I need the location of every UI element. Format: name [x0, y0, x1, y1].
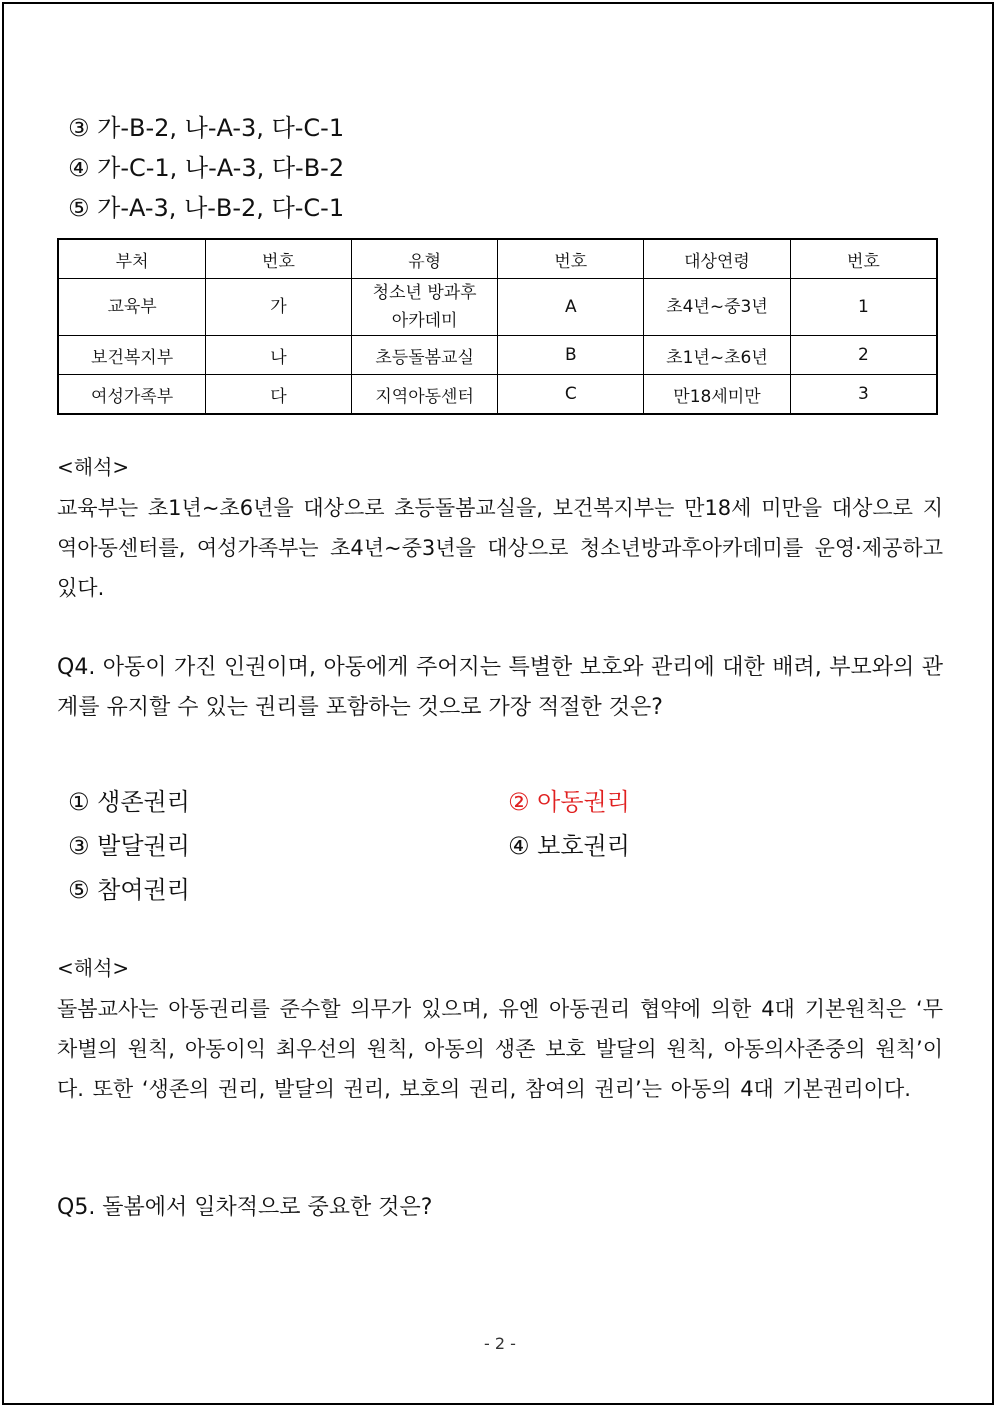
table-header-row — [58, 239, 937, 279]
cell-ministry: 여성가족부 — [58, 375, 206, 415]
choice-1[interactable]: ① 생존권리 — [68, 788, 190, 816]
cell-number: 1 — [790, 279, 937, 336]
cell-number: 가 — [206, 279, 352, 336]
header-number: 번호 — [498, 239, 644, 279]
cell-type-line2: 아카데미 — [391, 311, 458, 331]
cell-target-age: 초4년~중3년 — [644, 279, 791, 336]
table-row — [58, 336, 937, 375]
header-type: 유형 — [351, 239, 498, 279]
choice-3[interactable]: ③ 발달권리 — [68, 832, 190, 860]
cell-number: 2 — [790, 336, 937, 375]
cell-number: 다 — [206, 375, 352, 415]
cell-target-age: 만18세미만 — [644, 375, 791, 415]
cell-type — [351, 279, 498, 336]
question-q4: Q4. 아동이 가진 인권이며, 아동에게 주어지는 특별한 보호와 관리에 대한 배려, 부모와의 관계를 유지할 수 있는 권리를 포함하는 것으로 가장 적절한 것은? — [57, 655, 943, 720]
cell-type: 지역아동센터 — [351, 375, 498, 415]
explanation-label: <해석> — [57, 455, 130, 479]
prev-option-5: ⑤ 가-A-3, 나-B-2, 다-C-1 — [68, 194, 345, 222]
explanation-text: 교육부는 초1년~초6년을 대상으로 초등돌봄교실을, 보건복지부는 만18세 미만을 대상으로 지역아동센터를, 여성가족부는 초4년~중3년을 대상으로 청소년방과후아카데미를 운영·제공하고 있다. — [57, 496, 943, 600]
question-q5: Q5. 돌봄에서 일차적으로 중요한 것은? — [57, 1195, 433, 1220]
explanation-text: 돌봄교사는 아동권리를 준수할 의무가 있으며, 유엔 아동권리 협약에 의한 4대 기본원칙은 ‘무차별의 원칙, 아동이익 최우선의 원칙, 아동의 생존 보호 발달의 원칙, 아동의사존중의 원칙’이다. 또한 ‘생존의 권리, 발달의 권리, 보호의 권리, 참여의 권리’는 아동의 4대 기본권리이다. — [57, 997, 943, 1101]
cell-number: 나 — [206, 336, 352, 375]
cell-number: B — [498, 336, 644, 375]
cell-target-age: 초1년~초6년 — [644, 336, 791, 375]
prev-option-4: ④ 가-C-1, 나-A-3, 다-B-2 — [68, 154, 345, 182]
table-row — [58, 375, 937, 415]
cell-type-line1: 청소년 방과후 — [372, 283, 477, 303]
header-number: 번호 — [206, 239, 352, 279]
ministry-program-table — [57, 238, 938, 415]
choice-2-correct[interactable]: ② 아동권리 — [508, 788, 630, 816]
cell-type: 초등돌봄교실 — [351, 336, 498, 375]
choice-4[interactable]: ④ 보호권리 — [508, 832, 630, 860]
table-row — [58, 279, 937, 336]
cell-number: 3 — [790, 375, 937, 415]
cell-ministry: 교육부 — [58, 279, 206, 336]
header-target-age: 대상연령 — [644, 239, 791, 279]
explanation-label: <해석> — [57, 956, 130, 980]
choice-5[interactable]: ⑤ 참여권리 — [68, 876, 190, 904]
prev-option-3: ③ 가-B-2, 나-A-3, 다-C-1 — [68, 114, 345, 142]
header-ministry: 부처 — [58, 239, 206, 279]
cell-ministry: 보건복지부 — [58, 336, 206, 375]
page-number: - 2 - — [484, 1334, 516, 1353]
header-number: 번호 — [790, 239, 937, 279]
cell-number: C — [498, 375, 644, 415]
cell-number: A — [498, 279, 644, 336]
